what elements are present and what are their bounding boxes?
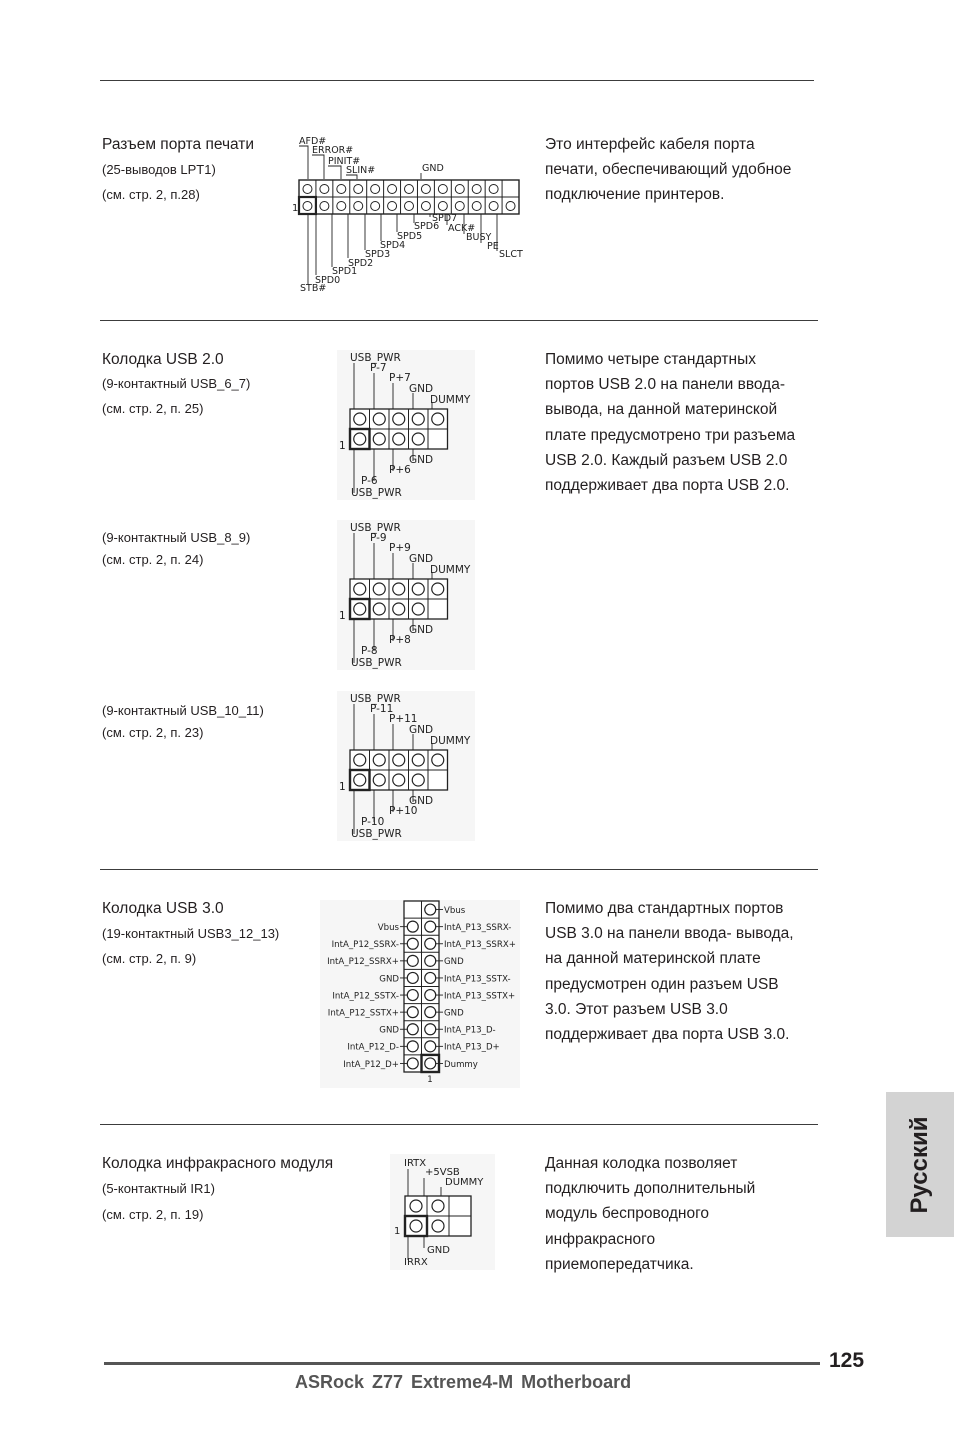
lpt-label-pe: PE [487,241,499,252]
top-rule [100,80,814,81]
lpt-label-spd5: SPD5 [397,231,423,242]
lpt-label-error: ERROR# [312,145,354,156]
lpt-connector-diagram [290,133,530,295]
usb2-label-p-minus-top: P-9 [370,532,387,544]
usb2-label-p-plus-top: P+9 [389,542,411,554]
ir-page-ref: (см. стр. 2, п. 19) [102,1207,204,1222]
desc-line: инфракрасного [545,1230,656,1248]
usb3-right-pin-label: IntA_P13_D- [444,1025,496,1036]
usb2-label-p-minus-top: P-7 [370,362,387,374]
lpt-label-spd3: SPD3 [365,249,391,260]
usb3-left-pin-label: IntA_P12_D+ [343,1059,399,1070]
usb2-label-p-plus-bottom: P+6 [389,464,411,476]
usb2-label-gnd-top: GND [409,553,434,565]
usb2-title: Колодка USB 2.0 [102,351,224,368]
desc-line: 3.0. Этот разъем USB 3.0 [545,1000,728,1018]
ir-pin-count: (5-контактный IR1) [102,1181,215,1196]
ir-description [545,1151,755,1277]
usb2-label-p-plus-bottom: P+8 [389,634,411,646]
ir-label-gnd: GND [427,1245,450,1256]
footer-product-name: ASRock Z77 Extreme4-M Motherboard [295,1372,632,1392]
language-tab-label: Русский [906,1116,933,1213]
desc-line: вывода, на данной материнской [545,401,778,419]
usb3-pin-count: (19-контактный USB3_12_13) [102,926,280,941]
usb3-right-pin-label: IntA_P13_SSRX- [444,922,512,933]
desc-line: Это интерфейс кабеля порта [545,136,755,153]
lpt-label-spd1: SPD1 [332,266,358,277]
usb2-description [545,347,795,498]
usb2-label-p-minus-bottom: P-8 [361,645,378,657]
usb2-label-p-plus-top: P+7 [389,372,411,384]
usb3-left-pin-label: IntA_P12_SSTX- [332,991,399,1002]
usb3-page-ref: (см. стр. 2, п. 9) [102,951,197,966]
lpt-label-stb: STB# [300,283,327,294]
language-side-tab [886,1092,954,1237]
usb3-left-pin-label: IntA_P12_SSRX+ [327,957,399,968]
lpt-label-slct: SLCT [499,249,523,260]
lpt-title: Разъем порта печати [102,136,255,153]
desc-line: предусмотрен один разъем USB [545,975,779,993]
usb2-label-p-minus-top: P-11 [370,703,394,715]
usb2-header2-pins: (9-контактный USB_8_9) [102,530,251,545]
usb2-label-usb-pwr-bottom: USB_PWR [351,487,402,499]
usb2-label-gnd-top: GND [409,724,434,736]
usb2-label-p-plus-top: P+11 [389,713,418,725]
lpt-pin1-label: 1 [292,203,299,214]
usb2-label-dummy: DUMMY [430,564,471,576]
usb2-header1-pins: (9-контактный USB_6_7) [102,376,251,391]
lpt-label-gnd: GND [422,163,444,174]
lpt-page-ref: (см. стр. 2, п.28) [102,187,200,202]
page-number: 125 [829,1349,865,1372]
usb2-label-p-minus-bottom: P-6 [361,475,378,487]
usb3-right-pin-label: IntA_P13_D+ [444,1042,500,1053]
usb3-left-pin-label: IntA_P12_D- [347,1042,399,1053]
usb2-pin1-label: 1 [339,781,346,793]
desc-line: подключить дополнительный [545,1180,756,1198]
usb2-label-gnd-bottom: GND [409,454,434,466]
usb3-left-pin-label: GND [379,974,399,985]
usb3-right-pin-label: IntA_P13_SSTX+ [444,991,516,1002]
usb3-left-pin-label: GND [379,1025,399,1036]
lpt-label-spd2: SPD2 [348,258,374,269]
usb3-right-pin-label: Dummy [444,1059,478,1070]
ir-pin1-label: 1 [394,1226,401,1237]
usb2-label-gnd-bottom: GND [409,795,434,807]
ir-label-irrx: IRRX [404,1257,428,1268]
usb2-pin1-label: 1 [339,440,346,452]
usb2-label-dummy: DUMMY [430,735,471,747]
lpt-description [545,132,791,208]
lpt-label-spd0: SPD0 [315,275,341,286]
lpt-label-spd4: SPD4 [380,240,406,251]
desc-line: на данной материнской плате [545,950,761,968]
usb2-header3-ref: (см. стр. 2, п. 23) [102,725,204,740]
usb2-label-gnd-top: GND [409,383,434,395]
usb2-label-usb-pwr-bottom: USB_PWR [351,657,402,669]
ir-label-5vsb: +5VSB [425,1167,460,1178]
usb3-connector-diagram [320,900,520,1088]
usb2-label-usb-pwr-bottom: USB_PWR [351,828,402,840]
usb2-header3-diagram [337,691,475,841]
usb2-pin1-label: 1 [339,610,346,622]
usb3-left-pin-label: Vbus [377,922,399,933]
usb2-label-p-plus-bottom: P+10 [389,805,418,817]
usb3-right-pin-label: IntA_P13_SSRX+ [444,940,516,951]
usb2-label-gnd-bottom: GND [409,624,434,636]
lpt-label-spd7: SPD7 [432,213,458,224]
section-divider-usb2 [100,320,818,321]
usb2-label-usb-pwr-top: USB_PWR [350,693,401,705]
lpt-label-slin: SLIN# [346,165,376,176]
usb2-header2-ref: (см. стр. 2, п. 24) [102,552,204,567]
usb3-left-pin-label: IntA_P12_SSTX+ [327,1008,399,1019]
usb3-pin1-label: 1 [427,1075,433,1085]
footer-rule [104,1362,820,1365]
usb2-label-p-minus-bottom: P-10 [361,816,385,828]
usb2-label-dummy: DUMMY [430,394,471,406]
usb3-right-pin-label: Vbus [444,905,466,916]
desc-line: плате предусмотрено три разъема [545,426,796,444]
lpt-label-pinit: PINIT# [328,156,361,167]
usb3-right-pin-label: GND [444,1008,464,1019]
desc-line: печати, обеспечивающий удобное [545,161,792,179]
usb2-label-usb-pwr-top: USB_PWR [350,352,401,364]
ir-title: Колодка инфракрасного модуля [102,1155,334,1172]
usb3-description [545,896,794,1047]
section-divider-usb3 [100,869,818,870]
ir-label-dummy: DUMMY [445,1177,484,1188]
lpt-label-ack: ACK# [448,223,476,234]
usb2-label-usb-pwr-top: USB_PWR [350,522,401,534]
desc-line: USB 2.0. Каждый разъем USB 2.0 [545,451,788,469]
desc-line: поддерживает два порта USB 3.0. [545,1026,790,1044]
desc-line: поддерживает два порта USB 2.0. [545,477,790,495]
desc-line: модуль беспроводного [545,1205,710,1223]
ir-label-irtx: IRTX [404,1158,427,1169]
usb2-header2-diagram [337,520,475,670]
lpt-label-busy: BUSY [466,232,492,243]
desc-line: USB 3.0 на панели ввода- вывода, [545,925,794,943]
usb3-left-pin-label: IntA_P12_SSRX- [331,940,399,951]
ir-connector-diagram [390,1154,495,1270]
desc-line: Данная колодка позволяет [545,1155,738,1172]
desc-line: Помимо четыре стандартных [545,351,756,368]
desc-line: портов USB 2.0 на панели ввода- [545,376,785,394]
lpt-label-afd: AFD# [299,136,327,147]
desc-line: подключение принтеров. [545,186,725,204]
lpt-pin-count: (25-выводов LPT1) [102,162,216,177]
usb2-header3-pins: (9-контактный USB_10_11) [102,703,264,718]
section-divider-ir [100,1124,818,1125]
usb2-header1-diagram [337,350,475,500]
usb2-header1-ref: (см. стр. 2, п. 25) [102,401,204,416]
lpt-label-spd6: SPD6 [414,221,440,232]
usb3-title: Колодка USB 3.0 [102,900,224,917]
usb3-right-pin-label: GND [444,957,464,968]
usb3-right-pin-label: IntA_P13_SSTX- [444,974,511,985]
desc-line: приемопередатчика. [545,1255,694,1273]
desc-line: Помимо два стандартных портов [545,900,784,917]
